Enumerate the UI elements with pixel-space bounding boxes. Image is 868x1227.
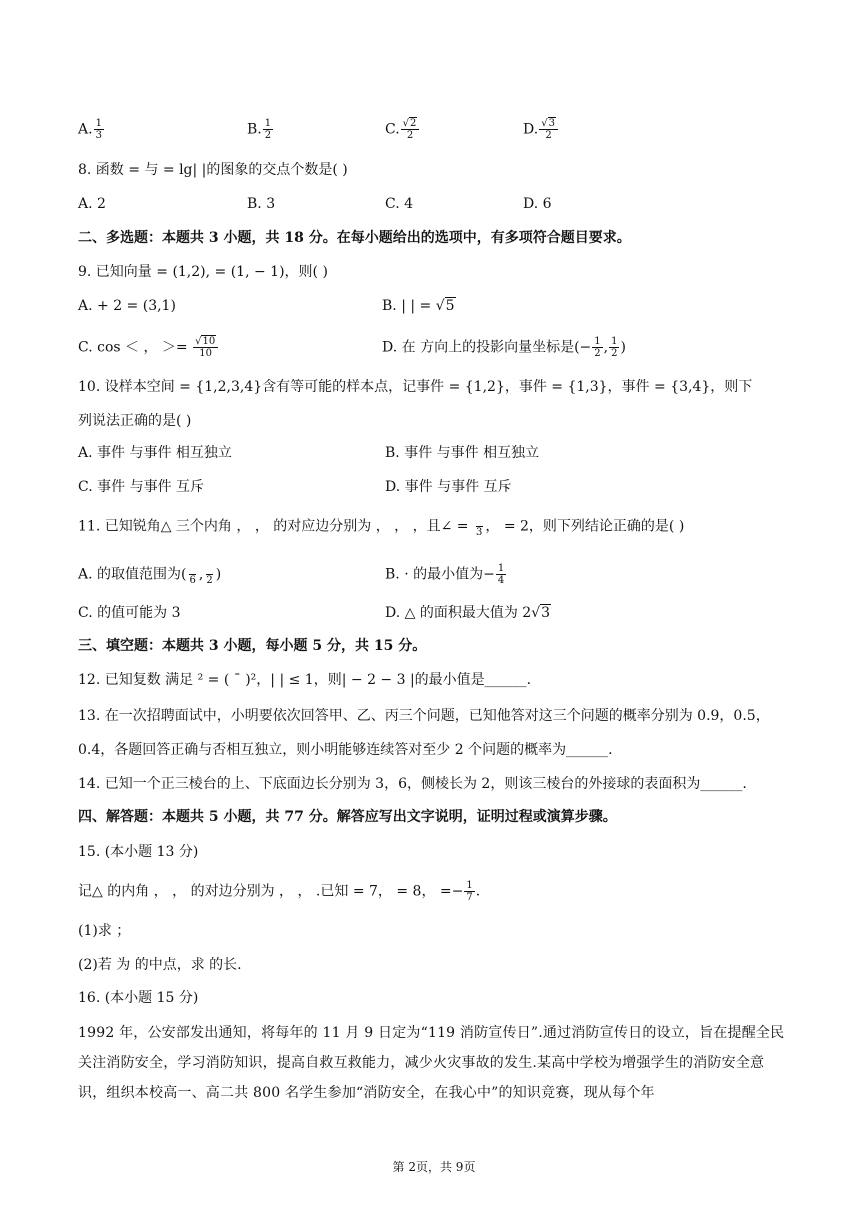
q14-stem: 14. 已知一个正三棱台的上、下底面边长分别为 3，6，侧棱长为 2，则该三棱台的外接球的表面积为______.	[78, 776, 747, 792]
q11-option-c: C. 的值可能为 3	[78, 605, 181, 621]
q15-part2: (2)若 为 的中点，求 的长.	[78, 957, 242, 973]
q16-paragraph: 1992 年，公安部发出通知，将每年的 11 月 9 日定为“119 消防宣传日”.通过消防宣传日的设立，旨在提醒全民关注消防安全，学习消防知识，提高自救互救能力，减少火灾事故的发生.某高中学校为增强学生的消防安全意识，组织本校高一、高二共 800 名学生参加“消防安全，在我心中”的知识竞赛，现从每个年	[78, 1025, 785, 1101]
q11-option-d: D. △ 的面积最大值为 2√3	[385, 605, 551, 621]
q10-option-b: B. 事件 与事件 相互独立	[385, 445, 540, 461]
q9-stem: 9. 已知向量 = (1,2), = (1, − 1)，则( )	[78, 264, 328, 280]
q15-stem: 记△ 的内角 ， ， 的对边分别为 ， ， .已知 = 7， = 8， =− $\frac{1}{7}$ .	[78, 880, 481, 903]
section-3-heading: 三、填空题：本题共 3 小题，每小题 5 分，共 15 分。	[78, 638, 427, 654]
page-footer: 第 2页，共 9页	[392, 1160, 476, 1174]
q10-option-a: A. 事件 与事件 相互独立	[78, 445, 232, 461]
q9-option-c: C. cos ＜ ， ＞= $\frac{√10}{10}$	[78, 336, 219, 359]
q9-option-a: A. + 2 = (3,1)	[78, 298, 176, 314]
q10-option-d: D. 事件 与事件 互斥	[385, 479, 512, 495]
section-2-heading: 二、多选题：本题共 3 小题，共 18 分。在每小题给出的选项中，有多项符合题目要求。	[78, 230, 631, 246]
q11-option-a: A. 的取值范围为( 6 , 2 )	[78, 563, 221, 586]
q7-option-b: B. $\frac{1}{2}$	[247, 118, 272, 141]
q8-option-c: C. 4	[385, 196, 414, 212]
q9-option-b: B. | | = √5	[382, 298, 455, 314]
q13-line1: 13. 在一次招聘面试中，小明要依次回答甲、乙、丙三个问题，已知他答对这三个问题的概率分别为 0.9，0.5，	[78, 708, 770, 724]
q8-option-a: A. 2	[78, 196, 106, 212]
section-4-heading: 四、解答题：本题共 5 小题，共 77 分。解答应写出文字说明，证明过程或演算步骤。	[78, 809, 617, 825]
q8-stem: 8. 函数 = 与 = lg| |的图象的交点个数是( )	[78, 162, 348, 178]
q8-option-d: D. 6	[523, 196, 552, 212]
q15-heading: 15. (本小题 13 分)	[78, 844, 199, 860]
q10-stem-line1: 10. 设样本空间 = {1,2,3,4}含有等可能的样本点，记事件 = {1,2}，事件 = {1,3}，事件 = {3,4}，则下	[78, 379, 753, 395]
q9-option-d: D. 在 方向上的投影向量坐标是(− $\frac{1}{2}$ , $\frac{1}{2}$ )	[382, 336, 626, 359]
q11-stem: 11. 已知锐角△ 三个内角 ， ， 的对应边分别为 ， ， ，且∠ = 3 ， = 2，则下列结论正确的是( )	[78, 515, 684, 538]
q7-option-a: A. $\frac{1}{3}$	[78, 118, 102, 141]
q12-stem: 12. 已知复数 满足 ² = ( ¯ )²，| | ≤ 1，则| − 2 − 3 |的最小值是______.	[78, 672, 532, 688]
q7-option-c: C. $\frac{√2}{2}$	[385, 118, 420, 141]
q10-stem-line2: 列说法正确的是( )	[78, 413, 192, 429]
q8-option-b: B. 3	[247, 196, 276, 212]
q15-part1: (1)求 ；	[78, 923, 131, 939]
q10-option-c: C. 事件 与事件 互斥	[78, 479, 205, 495]
q11-option-b: B. · 的最小值为− $\frac{1}{4}$	[385, 563, 505, 586]
q7-option-d: D. $\frac{√3}{2}$	[523, 118, 559, 141]
q13-line2: 0.4，各题回答正确与否相互独立，则小明能够连续答对至少 2 个问题的概率为______.	[78, 742, 613, 758]
q16-heading: 16. (本小题 15 分)	[78, 990, 199, 1006]
